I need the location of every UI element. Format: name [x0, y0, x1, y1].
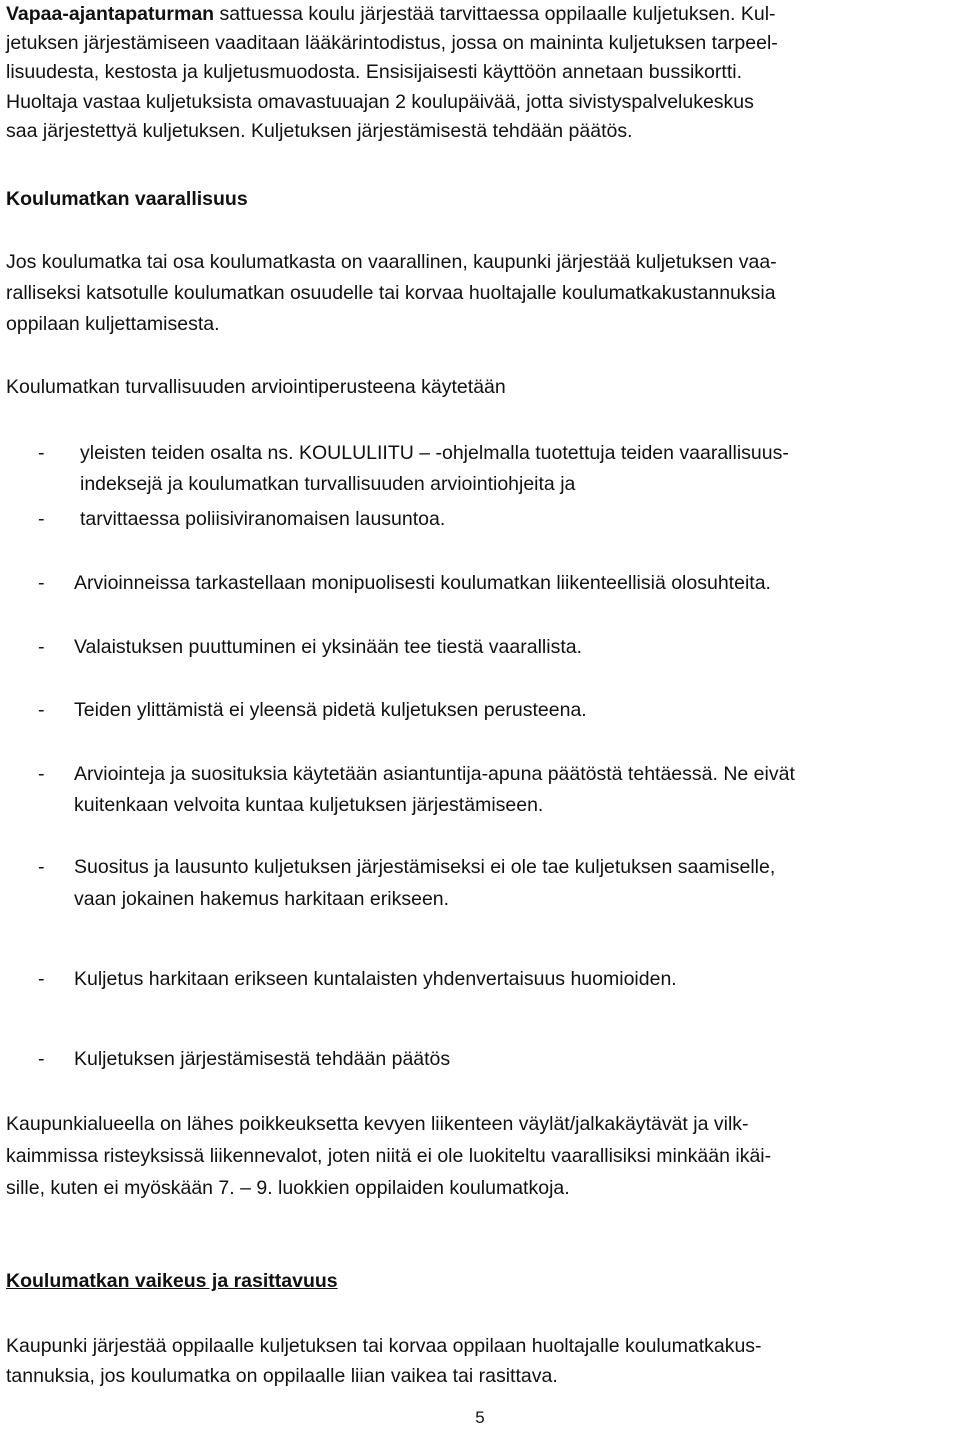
para3-line-1: Kaupunkialueella on lähes poikkeuksetta kevyen liikenteen väylät/jalkakäytävät ja vilk-	[6, 1113, 749, 1135]
bullet-text: Arviointeja ja suosituksia käytetään asiantuntija-apuna päätöstä tehtäessä. Ne eivät	[74, 763, 795, 785]
intro-line-4: Huoltaja vastaa kuljetuksista omavastuuajan 2 koulupäivää, jotta sivistyspalvelukeskus	[6, 91, 754, 113]
bullet-dash: -	[38, 508, 45, 530]
bullet-dash: -	[38, 442, 45, 464]
bullet-text: Arvioinneissa tarkastellaan monipuolisesti koulumatkan liikenteellisiä olosuhteita.	[74, 572, 771, 594]
bullet-text: kuitenkaan velvoita kuntaa kuljetuksen järjestämiseen.	[74, 794, 544, 816]
intro-line-1	[6, 0, 776, 28]
para3-line-2: kaimmissa risteyksissä liikennevalot, joten niitä ei ole luokiteltu vaarallisiksi minkään ikäi-	[6, 1145, 772, 1167]
intro-line-2: jetuksen järjestämiseen vaaditaan lääkärintodistus, jossa on maininta kuljetuksen tarpeel-	[6, 32, 778, 54]
para1-line-1: Jos koulumatka tai osa koulumatkasta on vaarallinen, kaupunki järjestää kuljetuksen vaa-	[6, 251, 777, 273]
intro-line-1-text: sattuessa koulu järjestää tarvittaessa oppilaalle kuljetuksen. Kul-	[214, 3, 776, 25]
para1-line-2: ralliseksi katsotulle koulumatkan osuudelle tai korvaa huoltajalle koulumatkakustannuksia	[6, 282, 776, 304]
bullet-text: Suositus ja lausunto kuljetuksen järjestämiseksi ei ole tae kuljetuksen saamiselle,	[74, 856, 776, 878]
bullet-text: Valaistuksen puuttuminen ei yksinään tee tiestä vaarallista.	[74, 636, 583, 658]
para3-line-3: sille, kuten ei myöskään 7. – 9. luokkien oppilaiden koulumatkoja.	[6, 1177, 570, 1199]
bullet-text: vaan jokainen hakemus harkitaan erikseen.	[74, 888, 450, 910]
para2: Koulumatkan turvallisuuden arviointiperusteena käytetään	[6, 376, 506, 398]
bullet-dash: -	[38, 636, 45, 658]
bullet-text: indeksejä ja koulumatkan turvallisuuden arviointiohjeita ja	[80, 473, 576, 495]
para1-line-3: oppilaan kuljettamisesta.	[6, 313, 220, 335]
bullet-text: Kuljetuksen järjestämisestä tehdään päätös	[74, 1048, 451, 1070]
bullet-dash: -	[38, 856, 45, 878]
bullet-dash: -	[38, 572, 45, 594]
section-heading-vaarallisuus: Koulumatkan vaarallisuus	[6, 188, 248, 210]
bullet-text: Kuljetus harkitaan erikseen kuntalaisten yhdenvertaisuus huomioiden.	[74, 968, 677, 990]
intro-bold-term: Vapaa-ajantapaturman	[6, 3, 215, 25]
bullet-text: Teiden ylittämistä ei yleensä pidetä kuljetuksen perusteena.	[74, 699, 587, 721]
section-heading-vaikeus: Koulumatkan vaikeus ja rasittavuus	[6, 1270, 338, 1292]
bullet-text: yleisten teiden osalta ns. KOULULIITU – -ohjelmalla tuotettuja teiden vaarallisuus-	[80, 442, 789, 464]
bullet-dash: -	[38, 699, 45, 721]
bullet-dash: -	[38, 968, 45, 990]
para4-line-1: Kaupunki järjestää oppilaalle kuljetuksen tai korvaa oppilaan huoltajalle koulumatkakus-	[6, 1335, 762, 1357]
para4-line-2: tannuksia, jos koulumatka on oppilaalle liian vaikea tai rasittava.	[6, 1365, 558, 1387]
bullet-text: tarvittaessa poliisiviranomaisen lausuntoa.	[80, 508, 446, 530]
bullet-dash: -	[38, 763, 45, 785]
intro-line-3: lisuudesta, kestosta ja kuljetusmuodosta. Ensisijaisesti käyttöön annetaan bussikortti.	[6, 61, 742, 83]
intro-line-5: saa järjestettyä kuljetuksen. Kuljetuksen järjestämisestä tehdään päätös.	[6, 120, 633, 142]
bullet-dash: -	[38, 1048, 45, 1070]
page-number: 5	[475, 1408, 485, 1427]
